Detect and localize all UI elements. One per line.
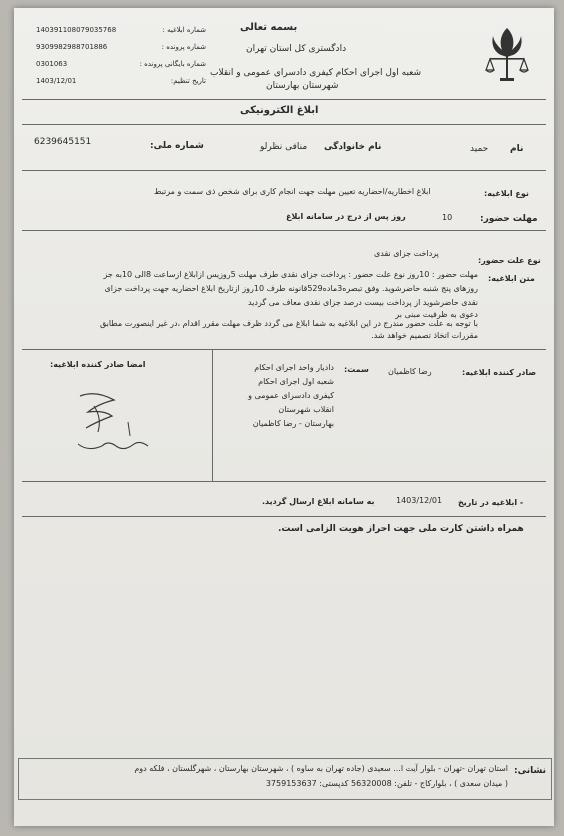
body-divider [22, 349, 546, 350]
notice-type-value: ابلاغ اخطاریه/احضاریه تعیین مهلت جهت انجام کاری برای شخص ذی سمت و مرتبط [154, 187, 431, 196]
issue-date: 1403/12/01 [36, 77, 77, 85]
sent-date: 1403/12/01 [396, 496, 443, 505]
body-line: نقدی حاضرشوید از پرداخت بیست درصد جزای نقدی معاف می گردید [248, 298, 478, 307]
reason-label: نوع علت حضور: [478, 256, 541, 265]
recipient-divider [22, 170, 546, 171]
meta-label-date: تاریخ تنظیم: [170, 77, 206, 85]
meta-label-case-number: شماره پرونده : [161, 43, 206, 51]
issuer-divider [22, 481, 546, 482]
national-id-value: 6239645151 [34, 137, 92, 147]
notice-number: 140391108079035768 [36, 26, 117, 34]
sent-suffix: به سامانه ابلاغ ارسال گردید. [262, 497, 375, 506]
issuer-name: رضا کاظمیان [388, 367, 432, 376]
signature-label: امضا صادر کننده ابلاغیه: [50, 360, 146, 369]
court-name: دادگستری کل استان تهران [246, 44, 347, 54]
family-label: نام خانوادگی [324, 142, 382, 152]
family-value: منافی نظرلو [260, 142, 308, 152]
notice-document [14, 8, 554, 826]
address-line2: ( میدان سعدی ) ، بلوارکاج - تلفن: 56320008 کدپستی: 3759153637 [265, 779, 508, 788]
name-label: نام [510, 144, 524, 154]
header-title: بسمه تعالی [240, 22, 298, 33]
header-divider [22, 99, 546, 100]
sent-prefix: - ابلاغیه در تاریخ [458, 498, 524, 507]
signature-image [68, 382, 158, 462]
archive-number: 0301063 [36, 60, 68, 68]
address-line1: استان تهران -تهران - بلوار آیت ا... سعیدی (جاده تهران به ساوه ) ، شهرستان بهارستان ، شهرگلستان ، فلکه دوم [134, 764, 508, 773]
iran-emblem-icon [484, 24, 530, 86]
body-line: روزهای پنج شنبه حاضرشوید. وفق تبصره3ماده529قانونه طرف 10روز ازتاریخ ابلاغ احضاریه جهت پرداخت جزای [104, 284, 478, 293]
address-label: نشانی: [514, 766, 547, 776]
body-label: متن ابلاغیه: [488, 274, 535, 283]
position-line: انقلاب شهرستان [278, 405, 334, 414]
branch-city: شهرستان بهارستان [266, 81, 339, 91]
position-line: دادیار واحد اجرای احکام [254, 363, 334, 372]
sent-divider [22, 516, 546, 517]
meta-label-notice-number: شماره ابلاغیه : [162, 26, 206, 34]
deadline-label: مهلت حضور: [480, 214, 538, 224]
deadline-suffix: روز پس از درج در سامانه ابلاغ [286, 212, 406, 221]
deadline-value: 10 [442, 213, 453, 222]
document-title: ابلاغ الکترونیکی [240, 105, 319, 116]
reason-value: پرداخت جزای نقدی [374, 249, 439, 258]
id-requirement-note: همراه داشتن کارت ملی جهت احراز هویت الزامی است. [278, 524, 524, 534]
branch-name: شعبه اول اجرای احکام کیفری دادسرای عمومی و انقلاب [210, 68, 422, 78]
case-number: 9309982988701886 [36, 43, 108, 51]
meta-label-archive-number: شماره بایگانی پرونده : [139, 60, 206, 68]
issuer-label: صادر کننده ابلاغیه: [462, 368, 537, 377]
position-line: شعبه اول اجرای احکام [258, 377, 334, 386]
body-line: مهلت حضور : 10روز نوع علت حضور : پرداخت جزای نقدی طرف مهلت 5روزیس ازابلاغ ازساعت 8الی 10به جز [103, 270, 478, 279]
position-line: کیفری دادسرای عمومی و [248, 391, 334, 400]
name-value: حمید [470, 144, 489, 154]
body-line: دعوی به ظرفیت مبنی بر [395, 310, 478, 319]
body-line: مقررات اتخاذ تصمیم خواهد شد. [371, 331, 478, 340]
title-divider [22, 124, 546, 125]
notice-type-label: نوع ابلاغیه: [484, 189, 529, 198]
position-line: بهارستان - رضا کاظمیان [252, 419, 334, 428]
position-label: سمت: [344, 365, 369, 374]
deadline-divider [22, 230, 546, 231]
national-id-label: شماره ملی: [150, 141, 204, 151]
body-line: با توجه به علت حضور مندرج در این ابلاغیه به شما ابلاغ می گردد ظرف مهلت مقرر اقدام ،در غیر اینصورت مطابق [99, 319, 478, 328]
